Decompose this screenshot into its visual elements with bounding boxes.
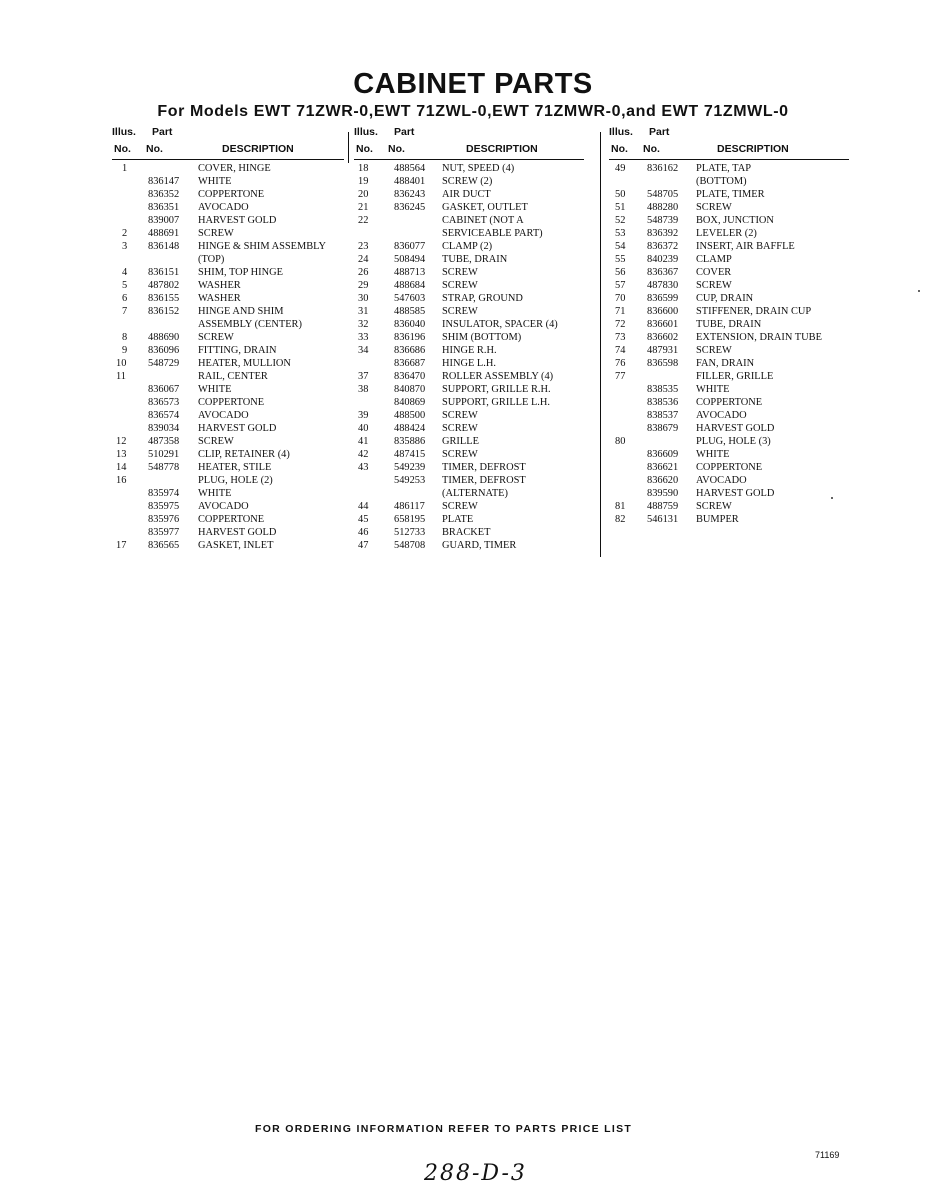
part-number: 838536: [647, 397, 679, 408]
part-description: CLAMP: [696, 254, 732, 265]
part-description: AVOCADO: [198, 501, 249, 512]
part-number: 488424: [394, 423, 426, 434]
part-number: 836573: [148, 397, 180, 408]
illus-number: 6: [122, 293, 128, 304]
part-number: 488691: [148, 228, 180, 239]
document-code: 71169: [815, 1150, 840, 1160]
part-description: RAIL, CENTER: [198, 371, 268, 382]
part-number: 836372: [647, 241, 679, 252]
part-description: WASHER: [198, 293, 241, 304]
part-description: HINGE & SHIM ASSEMBLY: [198, 241, 326, 252]
part-description: HINGE L.H.: [442, 358, 496, 369]
part-description: WHITE: [198, 176, 232, 187]
illus-number: 77: [615, 371, 626, 382]
part-description: WASHER: [198, 280, 241, 291]
part-number: 488585: [394, 306, 426, 317]
part-description: AVOCADO: [198, 410, 249, 421]
illus-number: 26: [358, 267, 369, 278]
part-description: SCREW: [442, 280, 478, 291]
illus-number: 24: [358, 254, 369, 265]
part-number: 548778: [148, 462, 180, 473]
part-number: 548705: [647, 189, 679, 200]
part-number: 488401: [394, 176, 426, 187]
part-description: SCREW: [696, 501, 732, 512]
part-number: 510291: [148, 449, 180, 460]
part-number: 549239: [394, 462, 426, 473]
part-description: WHITE: [198, 488, 232, 499]
part-description: SUPPORT, GRILLE R.H.: [442, 384, 551, 395]
part-number: 488759: [647, 501, 679, 512]
part-description: AVOCADO: [696, 475, 747, 486]
header-rule: [112, 159, 344, 160]
part-description: AVOCADO: [696, 410, 747, 421]
column-divider: [348, 132, 349, 163]
part-description: SCREW: [442, 306, 478, 317]
part-number: 836598: [647, 358, 679, 369]
illus-number: 54: [615, 241, 626, 252]
illus-number: 17: [116, 540, 127, 551]
part-description: WHITE: [696, 449, 730, 460]
part-description: TUBE, DRAIN: [696, 319, 762, 330]
part-description: HARVEST GOLD: [198, 215, 277, 226]
part-number: 836609: [647, 449, 679, 460]
part-description: LEVELER (2): [696, 228, 757, 239]
part-description: COVER, HINGE: [198, 163, 271, 174]
illus-number: 8: [122, 332, 128, 343]
illus-number: 76: [615, 358, 626, 369]
illus-no-header: No.: [356, 143, 373, 155]
part-number: 488713: [394, 267, 426, 278]
illus-number: 3: [122, 241, 128, 252]
part-description: HARVEST GOLD: [198, 423, 277, 434]
part-description: SCREW (2): [442, 176, 493, 187]
part-number: 546131: [647, 514, 679, 525]
part-description: SCREW: [696, 280, 732, 291]
part-description: PLATE, TIMER: [696, 189, 765, 200]
part-number: 839034: [148, 423, 180, 434]
part-description: ASSEMBLY (CENTER): [198, 319, 302, 330]
illus-number: 82: [615, 514, 626, 525]
part-number: 488280: [647, 202, 679, 213]
part-number: 836162: [647, 163, 679, 174]
part-number: 836470: [394, 371, 426, 382]
part-number: 836687: [394, 358, 426, 369]
part-number: 836155: [148, 293, 180, 304]
scan-speck: [831, 497, 833, 499]
part-number: 838535: [647, 384, 679, 395]
illus-number: 4: [122, 267, 128, 278]
illus-number: 23: [358, 241, 369, 252]
column-divider: [600, 132, 601, 557]
part-number: 836148: [148, 241, 180, 252]
part-description: SCREW: [442, 501, 478, 512]
part-header: Part: [394, 126, 415, 138]
part-description: STIFFENER, DRAIN CUP: [696, 306, 812, 317]
part-description: BRACKET: [442, 527, 491, 538]
part-number: 840870: [394, 384, 426, 395]
illus-number: 22: [358, 215, 369, 226]
handwritten-note: 288-D-3: [424, 1161, 527, 1186]
part-description: GRILLE: [442, 436, 479, 447]
illus-number: 18: [358, 163, 369, 174]
illus-number: 47: [358, 540, 369, 551]
part-number: 548739: [647, 215, 679, 226]
part-description: SCREW: [442, 449, 478, 460]
illus-number: 21: [358, 202, 369, 213]
part-description: FILLER, GRILLE: [696, 371, 774, 382]
illus-number: 50: [615, 189, 626, 200]
part-description: PLATE: [442, 514, 474, 525]
part-number: 836621: [647, 462, 679, 473]
illus-number: 2: [122, 228, 128, 239]
part-number: 547603: [394, 293, 426, 304]
illus-number: 72: [615, 319, 626, 330]
scan-speck: [918, 290, 920, 292]
part-description: PLUG, HOLE (3): [696, 436, 771, 447]
part-number: 836620: [647, 475, 679, 486]
illus-header: Illus.: [112, 126, 136, 138]
part-description: COPPERTONE: [198, 397, 265, 408]
part-number: 508494: [394, 254, 426, 265]
part-number: 836392: [647, 228, 679, 239]
part-number: 548708: [394, 540, 426, 551]
illus-number: 39: [358, 410, 369, 421]
part-number: 548729: [148, 358, 180, 369]
part-number: 835975: [148, 501, 180, 512]
header-rule: [354, 159, 584, 160]
part-description: SCREW: [198, 228, 234, 239]
illus-number: 42: [358, 449, 369, 460]
part-description: BOX, JUNCTION: [696, 215, 774, 226]
part-no-header: No.: [643, 143, 660, 155]
part-number: 836601: [647, 319, 679, 330]
illus-number: 33: [358, 332, 369, 343]
illus-number: 71: [615, 306, 626, 317]
illus-number: 73: [615, 332, 626, 343]
illus-number: 38: [358, 384, 369, 395]
illus-header: Illus.: [609, 126, 633, 138]
part-number: 658195: [394, 514, 426, 525]
header-rule: [609, 159, 849, 160]
illus-number: 53: [615, 228, 626, 239]
part-description: HARVEST GOLD: [696, 423, 775, 434]
part-number: 836600: [647, 306, 679, 317]
part-description: CLIP, RETAINER (4): [198, 449, 290, 460]
part-number: 488500: [394, 410, 426, 421]
part-number: 487931: [647, 345, 679, 356]
illus-number: 32: [358, 319, 369, 330]
description-header: DESCRIPTION: [466, 143, 538, 155]
illus-number: 20: [358, 189, 369, 200]
part-description: FAN, DRAIN: [696, 358, 755, 369]
part-number: 488684: [394, 280, 426, 291]
illus-number: 30: [358, 293, 369, 304]
part-description: GASKET, OUTLET: [442, 202, 528, 213]
illus-number: 31: [358, 306, 369, 317]
part-description: SHIM, TOP HINGE: [198, 267, 283, 278]
part-description: SCREW: [696, 202, 732, 213]
part-number: 487358: [148, 436, 180, 447]
part-number: 840869: [394, 397, 426, 408]
part-number: 835886: [394, 436, 426, 447]
part-description: SUPPORT, GRILLE L.H.: [442, 397, 550, 408]
part-description: CLAMP (2): [442, 241, 493, 252]
illus-number: 10: [116, 358, 127, 369]
part-description: HARVEST GOLD: [198, 527, 277, 538]
illus-number: 57: [615, 280, 626, 291]
illus-number: 74: [615, 345, 626, 356]
illus-number: 9: [122, 345, 128, 356]
part-description: TIMER, DEFROST: [442, 475, 526, 486]
part-description: SERVICEABLE PART): [442, 228, 543, 239]
illus-number: 80: [615, 436, 626, 447]
illus-number: 46: [358, 527, 369, 538]
part-number: 488564: [394, 163, 426, 174]
part-description: SCREW: [696, 345, 732, 356]
illus-number: 51: [615, 202, 626, 213]
part-description: HEATER, STILE: [198, 462, 272, 473]
part-description: (BOTTOM): [696, 176, 747, 187]
part-description: SHIM (BOTTOM): [442, 332, 522, 343]
illus-number: 16: [116, 475, 127, 486]
part-number: 836574: [148, 410, 180, 421]
part-number: 836351: [148, 202, 180, 213]
part-number: 838679: [647, 423, 679, 434]
part-number: 836196: [394, 332, 426, 343]
part-number: 836352: [148, 189, 180, 200]
part-number: 487802: [148, 280, 180, 291]
models-subtitle: For Models EWT 71ZWR-0,EWT 71ZWL-0,EWT 71ZMWR-0,and EWT 71ZMWL-0: [157, 103, 789, 120]
part-number: 838537: [647, 410, 679, 421]
part-description: COPPERTONE: [696, 397, 763, 408]
part-number: 835977: [148, 527, 180, 538]
part-description: AIR DUCT: [442, 189, 491, 200]
part-description: CABINET (NOT A: [442, 215, 524, 226]
illus-number: 55: [615, 254, 626, 265]
part-description: EXTENSION, DRAIN TUBE: [696, 332, 822, 343]
illus-number: 19: [358, 176, 369, 187]
illus-number: 81: [615, 501, 626, 512]
part-number: 836602: [647, 332, 679, 343]
part-header: Part: [152, 126, 173, 138]
illus-number: 52: [615, 215, 626, 226]
ordering-info-footer: FOR ORDERING INFORMATION REFER TO PARTS PRICE LIST: [255, 1123, 633, 1135]
part-description: COPPERTONE: [198, 514, 265, 525]
illus-number: 37: [358, 371, 369, 382]
part-description: AVOCADO: [198, 202, 249, 213]
part-number: 836599: [647, 293, 679, 304]
part-description: HARVEST GOLD: [696, 488, 775, 499]
part-description: CUP, DRAIN: [696, 293, 754, 304]
illus-number: 70: [615, 293, 626, 304]
part-description: INSULATOR, SPACER (4): [442, 319, 558, 330]
part-number: 836152: [148, 306, 180, 317]
part-number: 512733: [394, 527, 426, 538]
illus-no-header: No.: [114, 143, 131, 155]
illus-number: 34: [358, 345, 369, 356]
illus-number: 1: [122, 163, 128, 174]
part-number: 835976: [148, 514, 180, 525]
part-description: PLATE, TAP: [696, 163, 751, 174]
illus-number: 12: [116, 436, 127, 447]
part-number: 836151: [148, 267, 180, 278]
part-description: COPPERTONE: [696, 462, 763, 473]
part-no-header: No.: [388, 143, 405, 155]
description-header: DESCRIPTION: [222, 143, 294, 155]
part-description: HINGE R.H.: [442, 345, 497, 356]
part-number: 836245: [394, 202, 426, 213]
part-description: HEATER, MULLION: [198, 358, 291, 369]
part-description: FITTING, DRAIN: [198, 345, 277, 356]
illus-number: 49: [615, 163, 626, 174]
part-number: 836040: [394, 319, 426, 330]
illus-number: 56: [615, 267, 626, 278]
illus-number: 43: [358, 462, 369, 473]
illus-number: 29: [358, 280, 369, 291]
part-number: 836686: [394, 345, 426, 356]
part-description: ROLLER ASSEMBLY (4): [442, 371, 554, 382]
part-number: 549253: [394, 475, 426, 486]
part-description: NUT, SPEED (4): [442, 163, 515, 174]
part-number: 836243: [394, 189, 426, 200]
illus-header: Illus.: [354, 126, 378, 138]
description-header: DESCRIPTION: [717, 143, 789, 155]
illus-number: 14: [116, 462, 127, 473]
part-header: Part: [649, 126, 670, 138]
part-number: 836096: [148, 345, 180, 356]
part-number: 840239: [647, 254, 679, 265]
illus-number: 11: [116, 371, 127, 382]
part-description: GASKET, INLET: [198, 540, 274, 551]
illus-number: 45: [358, 514, 369, 525]
part-description: HINGE AND SHIM: [198, 306, 284, 317]
part-description: STRAP, GROUND: [442, 293, 523, 304]
part-description: INSERT, AIR BAFFLE: [696, 241, 795, 252]
part-number: 488690: [148, 332, 180, 343]
part-description: SCREW: [442, 410, 478, 421]
illus-number: 7: [122, 306, 128, 317]
illus-no-header: No.: [611, 143, 628, 155]
part-description: (ALTERNATE): [442, 488, 508, 499]
part-number: 487415: [394, 449, 426, 460]
part-description: PLUG, HOLE (2): [198, 475, 273, 486]
part-number: 836147: [148, 176, 180, 187]
part-description: SCREW: [198, 332, 234, 343]
part-description: SCREW: [442, 267, 478, 278]
illus-number: 44: [358, 501, 369, 512]
part-description: WHITE: [198, 384, 232, 395]
part-number: 839590: [647, 488, 679, 499]
part-description: COVER: [696, 267, 732, 278]
part-description: TIMER, DEFROST: [442, 462, 526, 473]
part-no-header: No.: [146, 143, 163, 155]
part-description: WHITE: [696, 384, 730, 395]
part-description: SCREW: [198, 436, 234, 447]
part-number: 836367: [647, 267, 679, 278]
illus-number: 40: [358, 423, 369, 434]
part-number: 487830: [647, 280, 679, 291]
part-description: COPPERTONE: [198, 189, 265, 200]
illus-number: 5: [122, 280, 128, 291]
part-description: BUMPER: [696, 514, 739, 525]
part-description: TUBE, DRAIN: [442, 254, 508, 265]
part-number: 836067: [148, 384, 180, 395]
page-title: CABINET PARTS: [353, 68, 593, 100]
part-number: 835974: [148, 488, 180, 499]
part-number: 486117: [394, 501, 425, 512]
part-description: SCREW: [442, 423, 478, 434]
part-description: (TOP): [198, 254, 225, 265]
part-number: 839007: [148, 215, 180, 226]
illus-number: 41: [358, 436, 369, 447]
illus-number: 13: [116, 449, 127, 460]
part-number: 836077: [394, 241, 426, 252]
part-number: 836565: [148, 540, 180, 551]
part-description: GUARD, TIMER: [442, 540, 517, 551]
